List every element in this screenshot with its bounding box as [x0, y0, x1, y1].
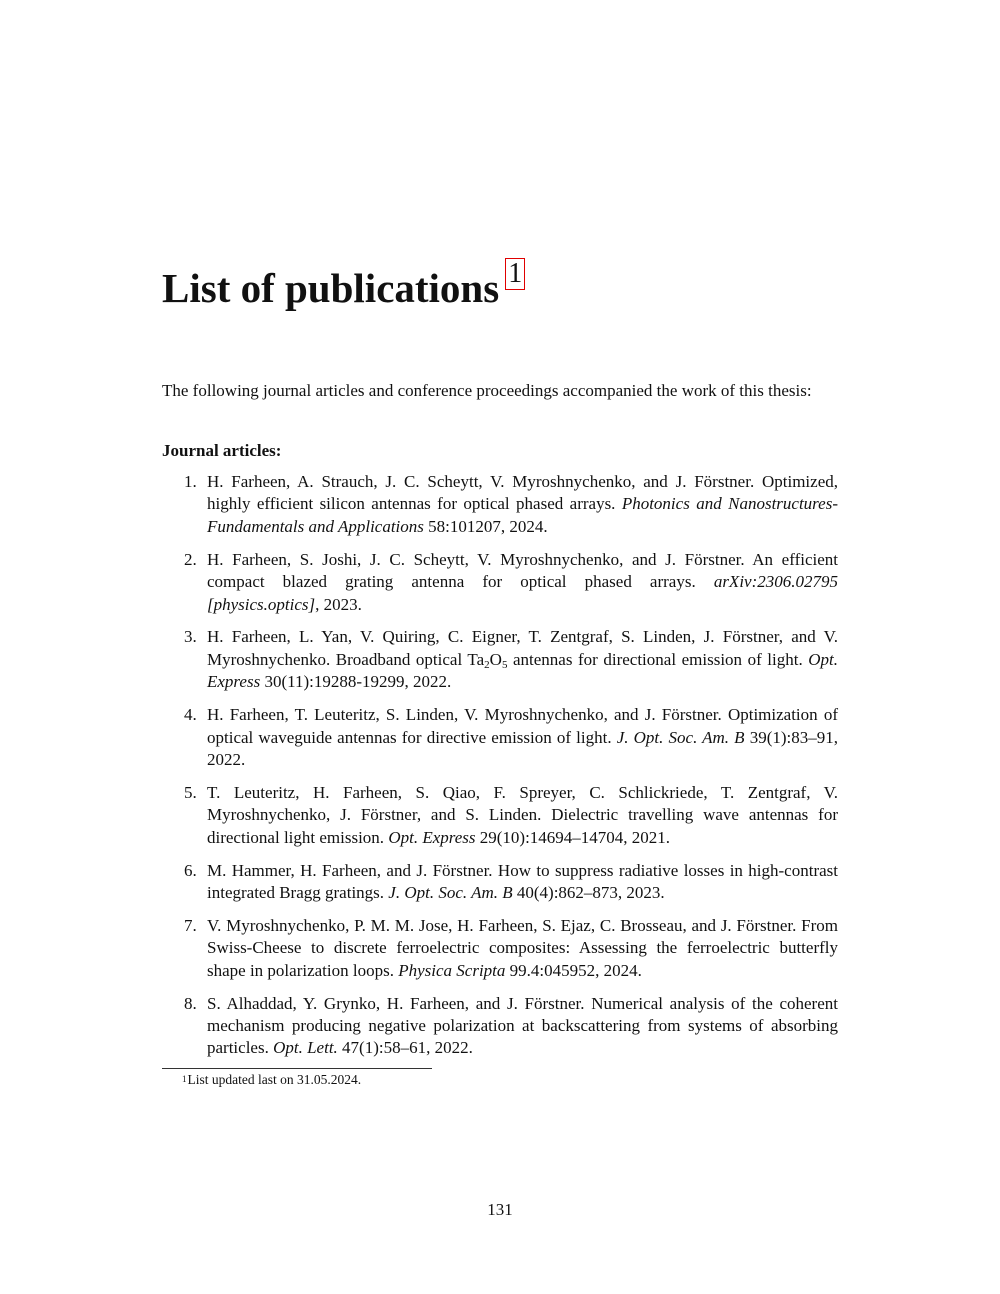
publication-authors-title: T. Leuteritz, H. Farheen, S. Qiao, F. Spreyer, C. Schlickriede, T. Zentgraf, V. Myroshnychenko, J. Förstner, and S. Linden. Dielectric travelling wave antennas for directional light emission.	[207, 782, 838, 847]
footnote-divider	[162, 1068, 432, 1069]
publication-item	[162, 915, 838, 982]
publication-venue: J. Opt. Soc. Am. B	[616, 727, 745, 747]
publication-number: 7.	[184, 915, 197, 935]
publication-venue: Photonics and Nanostructures-Fundamentals and Applications	[207, 494, 838, 536]
publication-venue: Physica Scripta	[398, 960, 506, 980]
publication-details: 99.4:045952, 2024.	[505, 960, 642, 980]
publication-details: 29(10):14694–14704, 2021.	[475, 827, 671, 847]
publication-number: 8.	[184, 993, 197, 1013]
publication-authors-title: H. Farheen, A. Strauch, J. C. Scheytt, V. Myroshnychenko, and J. Förstner. Optimized, highly efficient silicon antennas for optical phased arrays.	[207, 472, 838, 514]
publication-item	[162, 549, 838, 616]
publication-venue: J. Opt. Soc. Am. B	[388, 883, 513, 902]
publication-authors-title: V. Myroshnychenko, P. M. M. Jose, H. Farheen, S. Ejaz, C. Brosseau, and J. Förstner. From Swiss-Cheese to discrete ferroelectric composites: Assessing the ferroelectric butterfly shape in polarization loops.	[207, 915, 838, 980]
publication-details: 58:101207, 2024.	[423, 516, 548, 536]
publication-venue: Opt. Lett.	[273, 1038, 338, 1058]
publication-citation	[207, 915, 838, 982]
publication-citation	[207, 626, 838, 693]
publication-details: 39(1):83–91, 2022.	[207, 727, 838, 769]
publication-item	[162, 860, 838, 905]
formula-element-o: O	[489, 649, 502, 669]
publication-citation	[207, 782, 838, 849]
chapter-title	[162, 258, 525, 314]
footnote-marker: 1	[182, 1074, 187, 1084]
publication-number: 3.	[184, 627, 197, 647]
formula-subscript: 2	[484, 658, 490, 671]
publication-citation	[207, 549, 838, 616]
section-heading-journal-articles: Journal articles:	[162, 441, 282, 460]
chapter-title-text: List of publications	[162, 265, 500, 311]
publication-item	[162, 704, 838, 771]
publication-details: 47(1):58–61, 2022.	[337, 1038, 473, 1058]
footnote	[162, 1071, 361, 1089]
page-number: 131	[487, 1200, 513, 1219]
publication-list	[162, 471, 838, 1070]
publication-authors-title: H. Farheen, L. Yan, V. Quiring, C. Eigner, T. Zentgraf, S. Linden, J. Förstner, and V. Myroshnychenko. Broadband optical	[207, 627, 838, 669]
publication-number: 1.	[184, 472, 197, 491]
publication-item	[162, 471, 838, 538]
chemical-formula	[467, 650, 507, 669]
publication-item	[162, 782, 838, 849]
publication-authors-title: S. Alhaddad, Y. Grynko, H. Farheen, and J. Förstner. Numerical analysis of the coherent mechanism producing negative polarization at backscattering from systems of absorbing particles.	[207, 993, 838, 1058]
publication-citation	[207, 704, 838, 771]
publication-authors-title: H. Farheen, S. Joshi, J. C. Scheytt, V. Myroshnychenko, and J. Förstner. An efficient compact blazed grating antenna for optical phased arrays.	[207, 549, 838, 592]
formula-element-ta: Ta	[467, 649, 485, 669]
publication-number: 5.	[184, 782, 197, 802]
publication-title-rest: antennas for directional emission of light.	[507, 649, 809, 669]
publication-authors-title: M. Hammer, H. Farheen, and J. Förstner. How to suppress radiative losses in high-contrast integrated Bragg gratings.	[207, 860, 838, 902]
publication-citation	[207, 993, 838, 1060]
publication-item	[162, 626, 838, 693]
publication-details: , 2023.	[315, 594, 362, 614]
publication-venue: Opt. Express	[207, 649, 838, 692]
publication-number: 4.	[184, 705, 197, 725]
publication-details: 30(11):19288-19299, 2022.	[260, 672, 452, 692]
publication-number: 6.	[184, 860, 197, 880]
publication-authors-title: H. Farheen, T. Leuteritz, S. Linden, V. Myroshnychenko, and J. Förstner. Optimization of optical waveguide antennas for directive emission of light.	[207, 705, 838, 747]
publication-details: 40(4):862–873, 2023.	[512, 883, 665, 902]
publication-item	[162, 993, 838, 1060]
publication-number: 2.	[184, 549, 197, 569]
publication-citation	[207, 860, 838, 905]
publication-citation	[207, 471, 838, 538]
publication-venue: Opt. Express	[388, 827, 476, 847]
footnote-text: List updated last on 31.05.2024.	[187, 1072, 362, 1087]
formula-subscript: 5	[501, 658, 508, 671]
footnote-link[interactable]: 1	[505, 258, 525, 290]
intro-paragraph: The following journal articles and conference proceedings accompanied the work of this thesis:	[162, 381, 812, 400]
publication-venue: arXiv:2306.02795 [physics.optics]	[207, 572, 838, 614]
